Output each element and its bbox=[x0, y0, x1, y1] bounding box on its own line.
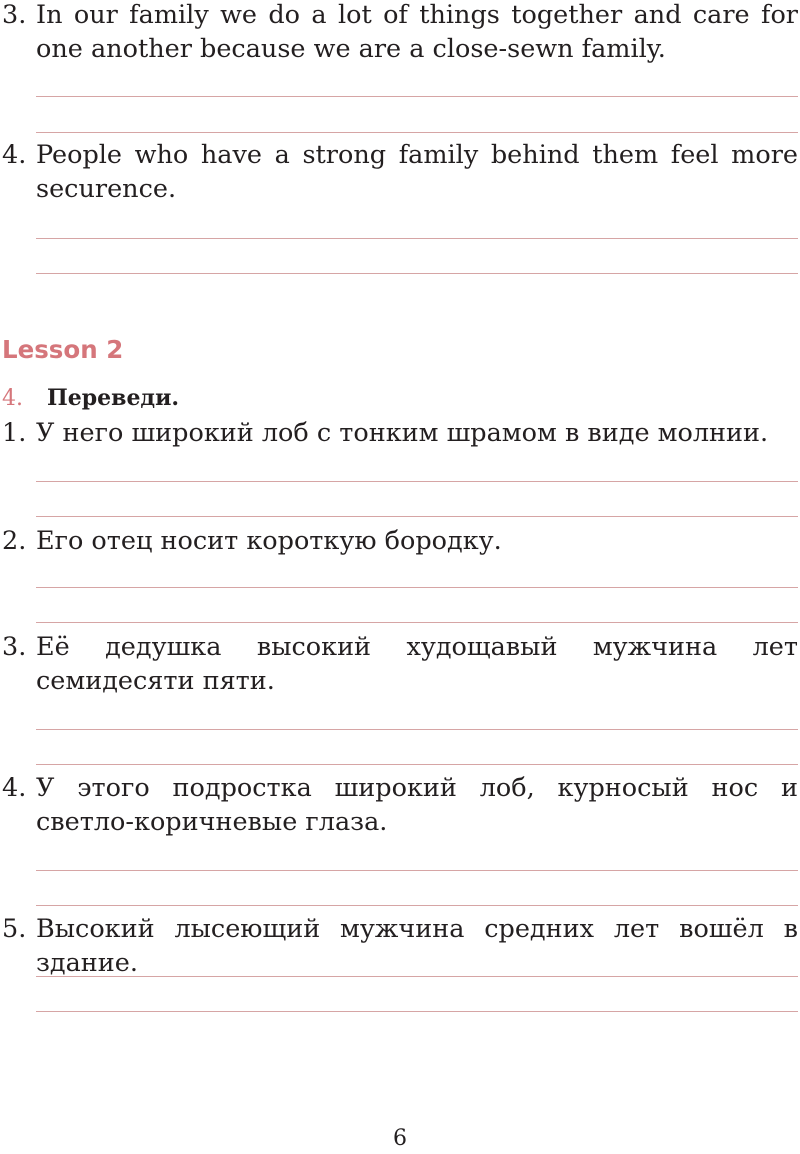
item-number: 4. bbox=[2, 140, 27, 170]
answer-line[interactable] bbox=[36, 870, 798, 871]
task-title: Переведи. bbox=[47, 385, 180, 411]
lesson-heading: Lesson 2 bbox=[2, 335, 124, 364]
task-heading bbox=[2, 381, 179, 416]
exercise-item-4 bbox=[0, 138, 798, 206]
task-number: 4. bbox=[2, 386, 23, 411]
item-text: У этого подростка широкий лоб, курносый нос и светло-коричневые глаза. bbox=[36, 773, 798, 837]
translation-item-1 bbox=[0, 416, 798, 450]
exercise-item-3 bbox=[0, 0, 798, 66]
answer-line[interactable] bbox=[36, 622, 798, 623]
item-number: 3. bbox=[2, 632, 27, 662]
item-text: Её дедушка высокий худощавый мужчина лет семидесяти пяти. bbox=[36, 632, 798, 696]
item-number: 1. bbox=[2, 418, 27, 448]
item-number: 2. bbox=[2, 526, 27, 556]
answer-line[interactable] bbox=[36, 96, 798, 97]
answer-line[interactable] bbox=[36, 132, 798, 133]
translation-item-3 bbox=[0, 630, 798, 698]
answer-line[interactable] bbox=[36, 976, 798, 977]
answer-line[interactable] bbox=[36, 273, 798, 274]
answer-line[interactable] bbox=[36, 729, 798, 730]
answer-line[interactable] bbox=[36, 481, 798, 482]
answer-line[interactable] bbox=[36, 587, 798, 588]
item-number: 4. bbox=[2, 773, 27, 803]
answer-line[interactable] bbox=[36, 905, 798, 906]
answer-line[interactable] bbox=[36, 764, 798, 765]
item-text: In our family we do a lot of things together and care for one another because we are a close-sewn family. bbox=[36, 0, 798, 64]
item-text: People who have a strong family behind them feel more securence. bbox=[36, 140, 798, 204]
answer-line[interactable] bbox=[36, 238, 798, 239]
item-number: 3. bbox=[2, 0, 27, 30]
item-number: 5. bbox=[2, 914, 27, 944]
answer-line[interactable] bbox=[36, 1011, 798, 1012]
answer-line[interactable] bbox=[36, 516, 798, 517]
item-text: У него широкий лоб с тонким шрамом в виде молнии. bbox=[36, 418, 769, 448]
page-number: 6 bbox=[393, 1126, 407, 1151]
translation-item-2 bbox=[0, 524, 798, 558]
translation-item-4 bbox=[0, 771, 798, 839]
item-text: Высокий лысеющий мужчина средних лет вошёл в здание. bbox=[36, 914, 798, 978]
translation-item-5 bbox=[0, 912, 798, 980]
item-text: Его отец носит короткую бородку. bbox=[36, 526, 502, 556]
